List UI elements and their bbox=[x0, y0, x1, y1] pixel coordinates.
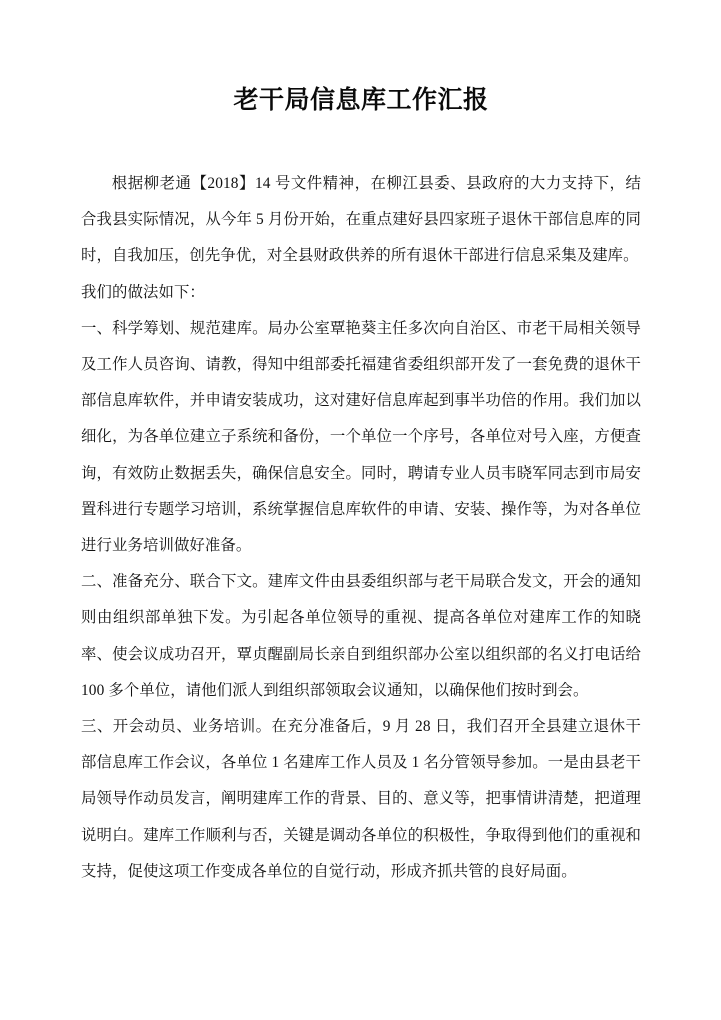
paragraph-intro: 根据柳老通【2018】14 号文件精神，在柳江县委、县政府的大力支持下，结合我县实际情况，从今年 5 月份开始，在重点建好县四家班子退休干部信息库的同时，自我加压，创先争优，对全县财政供养的所有退休干部进行信息采集及建库。 bbox=[81, 175, 641, 265]
page-title: 老干局信息库工作汇报 bbox=[233, 87, 489, 114]
paragraph-section-three: 三、开会动员、业务培训。在充分准备后，9 月 28 日，我们召开全县建立退休干部信息库工作会议，各单位 1 名建库工作人员及 1 名分管领导参加。一是由县老干局领导作动员发言，阐明建库工作的背景、目的、意义等，把事情讲清楚，把道理说明白。建库工作顺利与否，关键是调动各单位的积极性，争取得到他们的重视和支持，促使这项工作变成各单位的自觉行动，形成齐抓共管的良好局面。 bbox=[81, 718, 641, 880]
paragraph-list bbox=[81, 166, 641, 890]
paragraph-section-two: 二、准备充分、联合下文。建库文件由县委组织部与老干局联合发文，开会的通知则由组织部单独下发。为引起各单位领导的重视、提高各单位对建库工作的知晓率、使会议成功召开，覃贞醒副局长亲自到组织部办公室以组织部的名义打电话给 100 多个单位，请他们派人到组织部领取会议通知，以确保他们按时到会。 bbox=[81, 573, 641, 699]
paragraph-lead-in: 我们的做法如下： bbox=[81, 283, 205, 301]
document-body bbox=[81, 0, 641, 890]
paragraph-section-one: 一、科学筹划、规范建库。局办公室覃艳葵主任多次向自治区、市老干局相关领导及工作人员咨询、请教，得知中组部委托福建省委组织部开发了一套免费的退休干部信息库软件，并申请安装成功，这对建好信息库起到事半功倍的作用。我们加以细化，为各单位建立子系统和备份，一个单位一个序号，各单位对号入座，方便查询，有效防止数据丢失，确保信息安全。同时，聘请专业人员韦晓军同志到市局安置科进行专题学习培训，系统掌握信息库软件的申请、安装、操作等，为对各单位进行业务培训做好准备。 bbox=[81, 319, 641, 555]
